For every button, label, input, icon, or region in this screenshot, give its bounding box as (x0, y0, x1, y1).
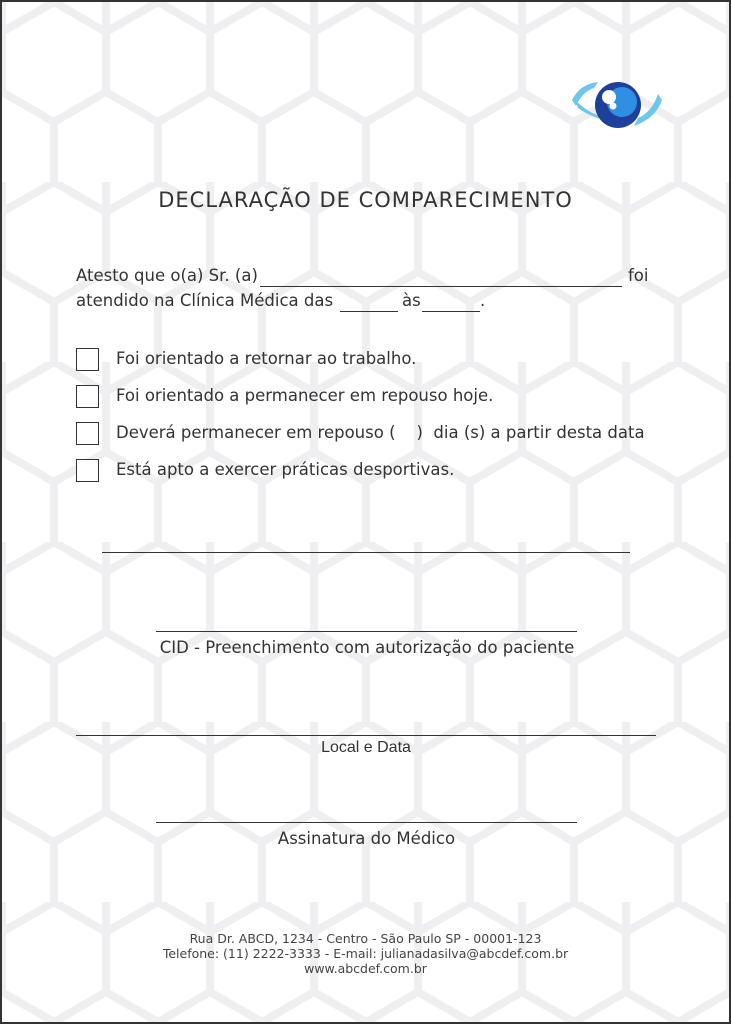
checkbox-label-return-work: Foi orientado a retornar ao trabalho. (116, 349, 417, 368)
blank-line[interactable] (102, 552, 630, 553)
document-title: DECLARAÇÃO DE COMPARECIMENTO (158, 188, 573, 212)
signature-line[interactable] (156, 822, 577, 823)
footer-contact (2, 946, 729, 962)
checkbox-label-rest-days: Deverá permanecer em repouso ( ) dia (s) a partir desta data (116, 423, 645, 442)
start-time-blank[interactable] (340, 311, 398, 312)
checkbox-rest-days[interactable] (76, 422, 99, 445)
hexagon-background-pattern (2, 2, 729, 1022)
end-time-blank[interactable] (422, 311, 480, 312)
local-data-line[interactable] (76, 735, 656, 736)
checkbox-label-sports-fit: Está apto a exercer práticas desportivas. (116, 460, 455, 479)
local-data-label: Local e Data (321, 739, 411, 756)
cid-line[interactable] (156, 631, 577, 632)
checkbox-rest-today[interactable] (76, 385, 99, 408)
intro-line2-period: . (480, 291, 486, 310)
patient-name-blank[interactable] (260, 286, 622, 287)
eye-logo-icon (568, 76, 666, 134)
checkbox-label-rest-today: Foi orientado a permanecer em repouso hoje. (116, 386, 494, 405)
footer-address: Rua Dr. ABCD, 1234 - Centro - São Paulo SP - 00001-123 (189, 931, 542, 946)
intro-line2-text: atendido na Clínica Médica das (76, 291, 334, 310)
checkbox-return-work[interactable] (76, 348, 99, 371)
intro-line1-suffix: foi (628, 266, 649, 285)
checkbox-sports-fit[interactable] (76, 459, 99, 482)
footer-contact-text: Telefone: (11) 2222-3333 - E-mail: (162, 946, 381, 961)
footer-website[interactable]: www.abcdef.com.br (304, 961, 427, 976)
cid-label: CID - Preenchimento com autorização do paciente (159, 638, 575, 657)
intro-line2-as: às (402, 291, 421, 310)
intro-line1-prefix: Atesto que o(a) Sr. (a) (76, 266, 258, 285)
signature-label: Assinatura do Médico (277, 829, 456, 848)
footer-email[interactable]: julianadasilva@abcdef.com.br (380, 946, 569, 961)
